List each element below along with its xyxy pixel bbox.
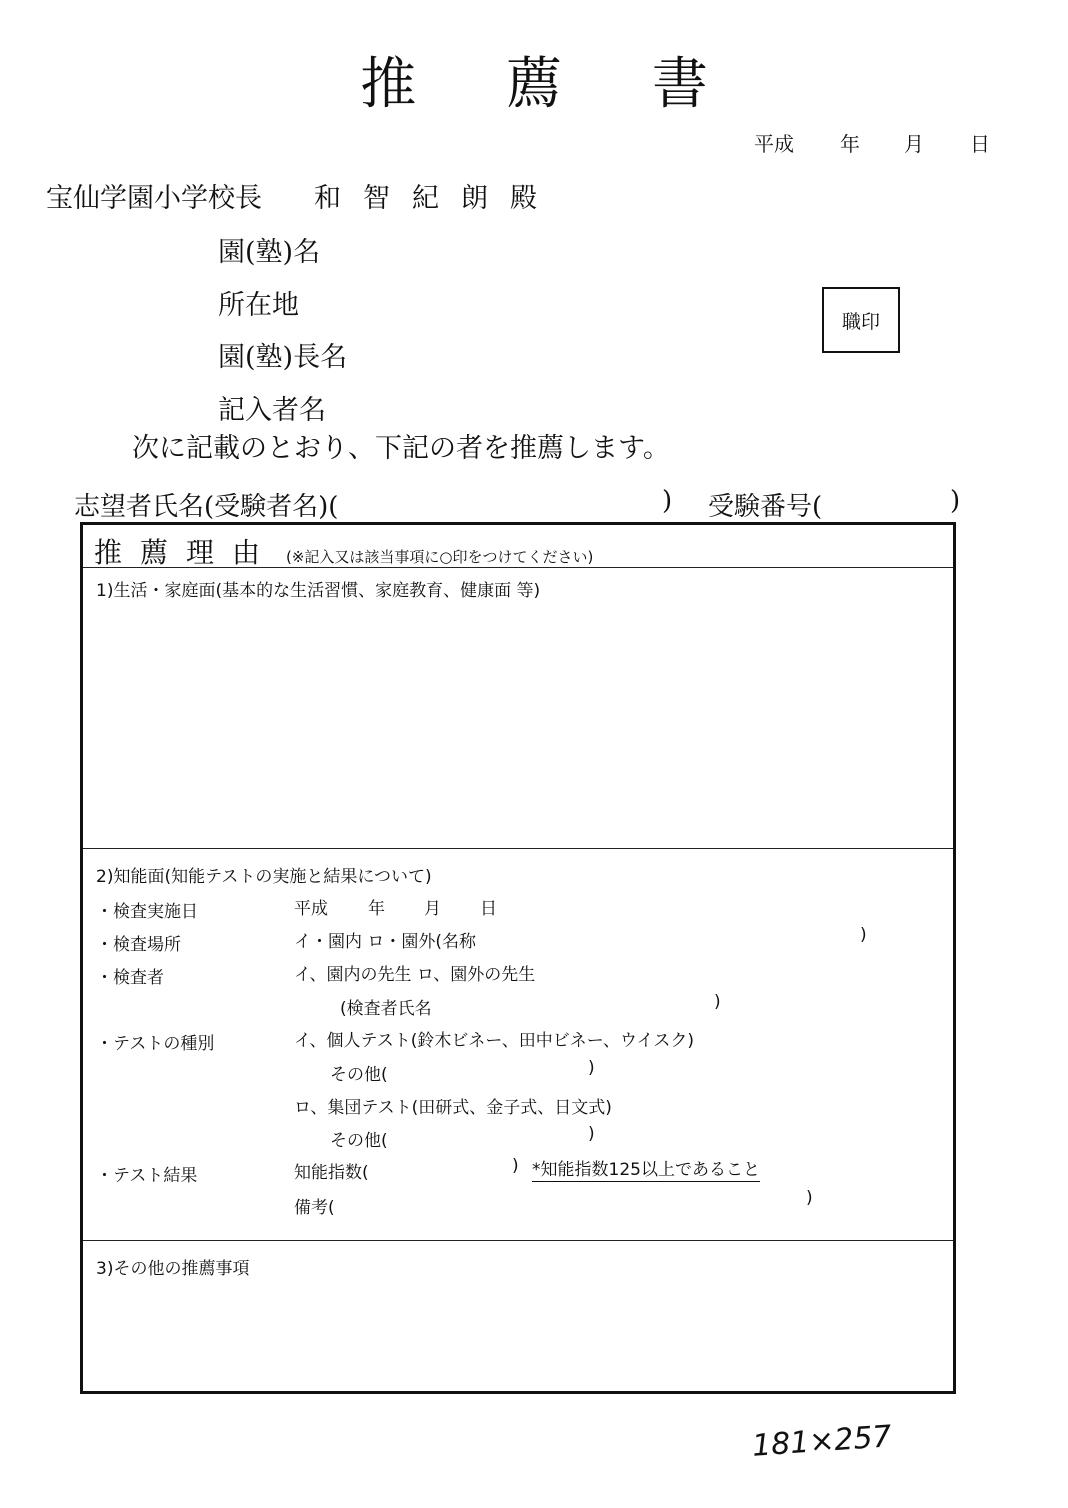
exam-date-label: ・検査実施日 bbox=[96, 902, 198, 922]
addressee-name: 和智紀朗殿 bbox=[314, 183, 559, 214]
section-title-text: 推薦理由 bbox=[94, 536, 279, 569]
field-head-name: 園(塾)長名 bbox=[218, 342, 348, 373]
official-seal-box: 職印 bbox=[822, 287, 900, 353]
title-char-3: 書 bbox=[651, 52, 708, 117]
examiner-name: (検査者氏名 bbox=[340, 999, 432, 1019]
remarks-close: ) bbox=[806, 1188, 813, 1208]
other-a-close: ) bbox=[588, 1058, 595, 1078]
section-note: (※記入又は該当事項に○印をつけてください) bbox=[286, 548, 594, 566]
intro-text: 次に記載のとおり、下記の者を推薦します。 bbox=[132, 433, 670, 464]
applicant-name-close: ) bbox=[662, 486, 673, 516]
date-day: 日 bbox=[970, 132, 990, 156]
page-title bbox=[0, 40, 1068, 120]
section-title bbox=[94, 531, 593, 571]
addressee bbox=[46, 176, 559, 215]
iq-label: 知能指数( bbox=[294, 1163, 369, 1183]
addressee-school: 宝仙学園小学校長 bbox=[46, 183, 262, 214]
exam-place-options: イ・園内 ロ・園外(名称 bbox=[294, 932, 477, 952]
part3-label: 3)その他の推薦事項 bbox=[96, 1259, 250, 1279]
applicant-number-close: ) bbox=[950, 486, 961, 516]
title-char-1: 推 bbox=[360, 52, 417, 117]
part2-label: 2)知能面(知能テストの実施と結果について) bbox=[96, 867, 432, 887]
other-a: その他( bbox=[330, 1065, 388, 1085]
applicant-number-label: 受験番号( bbox=[708, 492, 823, 522]
examiner-name-close: ) bbox=[714, 992, 721, 1012]
test-type-label: ・テストの種別 bbox=[96, 1034, 215, 1054]
examiner-label: ・検査者 bbox=[96, 968, 164, 988]
date-year: 年 bbox=[840, 132, 860, 156]
divider-part1 bbox=[83, 848, 953, 849]
title-char-2: 薦 bbox=[506, 52, 562, 117]
date-month: 月 bbox=[904, 132, 924, 156]
group-test: ロ、集団テスト(田研式、金子式、日文式) bbox=[294, 1098, 612, 1118]
exam-place-label: ・検査場所 bbox=[96, 935, 181, 955]
exam-date-month: 月 bbox=[424, 899, 441, 919]
iq-note-text: *知能指数125以上であること bbox=[532, 1160, 760, 1180]
test-result-label: ・テスト結果 bbox=[96, 1166, 198, 1186]
exam-place-close: ) bbox=[860, 925, 867, 945]
field-writer-name: 記入者名 bbox=[218, 395, 326, 426]
exam-date-era: 平成 bbox=[294, 899, 328, 919]
exam-date-year: 年 bbox=[368, 899, 385, 919]
applicant-name-label: 志望者氏名(受験者名)( bbox=[74, 492, 339, 522]
examiner-options: イ、園内の先生 ロ、園外の先生 bbox=[294, 965, 536, 985]
other-b-close: ) bbox=[588, 1124, 595, 1144]
other-b: その他( bbox=[330, 1131, 388, 1151]
remarks-label: 備考( bbox=[294, 1198, 335, 1218]
field-location: 所在地 bbox=[218, 290, 299, 321]
iq-close: ) bbox=[512, 1156, 519, 1176]
date-era: 平成 bbox=[754, 132, 794, 156]
divider-part2 bbox=[83, 1240, 953, 1241]
iq-note bbox=[532, 1155, 760, 1180]
individual-test: イ、個人テスト(鈴木ビネー、田中ビネー、ウイスク) bbox=[294, 1031, 695, 1051]
part1-label: 1)生活・家庭面(基本的な生活習慣、家庭教育、健康面 等) bbox=[96, 581, 541, 601]
exam-date-day: 日 bbox=[480, 899, 497, 919]
field-kindergarten-name: 園(塾)名 bbox=[218, 237, 321, 268]
handwritten-size-note: 181×257 bbox=[750, 1419, 893, 1464]
